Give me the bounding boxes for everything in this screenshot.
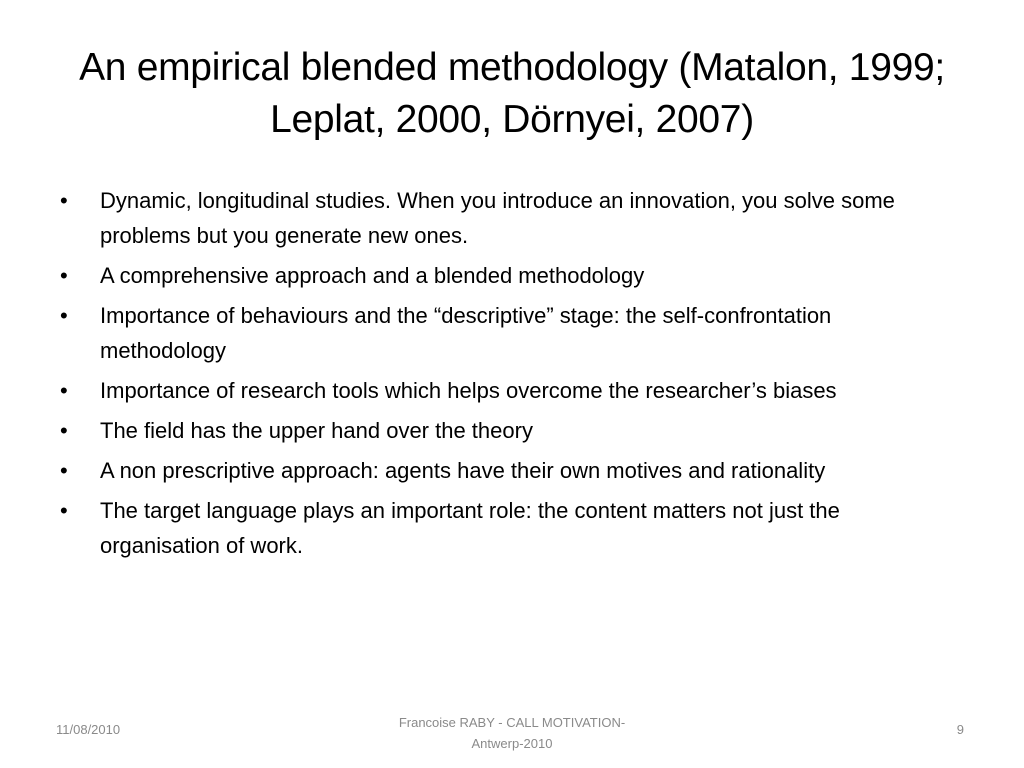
footer-date: 11/08/2010 [56,722,121,737]
bullet-text: A non prescriptive approach: agents have their own motives and rationality [100,458,826,483]
footer-text [342,712,682,754]
list-item [56,493,961,563]
footer-text-line: Francoise RABY - CALL MOTIVATION- [398,715,626,730]
bullet-text: Dynamic, longitudinal studies. When you introduce an innovation, you solve some problems but you generate new ones. [100,188,895,248]
bullet-icon: • [60,418,68,443]
slide-title: An empirical blended methodology (Matalon, 1999; Leplat, 2000, Dörnyei, 2007) [79,46,945,141]
bullet-icon: • [60,303,68,328]
bullet-icon: • [60,263,68,288]
bullet-text: The target language plays an important role: the content matters not just the organisation of work. [100,498,840,558]
footer-text-line: Antwerp-2010 [471,736,553,751]
list-item [56,413,961,448]
bullet-icon: • [60,458,68,483]
list-item [56,453,961,488]
bullet-icon: • [60,378,68,403]
bullet-text: Importance of behaviours and the “descriptive” stage: the self-confrontation methodology [100,303,832,363]
bullet-icon: • [60,188,68,213]
list-item [56,373,961,408]
bullet-icon: • [60,498,68,523]
list-item [56,298,961,368]
list-item [56,183,961,253]
bullet-list [56,183,961,568]
bullet-text: Importance of research tools which helps overcome the researcher’s biases [100,378,837,403]
list-item [56,258,961,293]
bullet-text: The field has the upper hand over the theory [100,418,533,443]
bullet-text: A comprehensive approach and a blended methodology [100,263,645,288]
page-number: 9 [956,722,964,737]
